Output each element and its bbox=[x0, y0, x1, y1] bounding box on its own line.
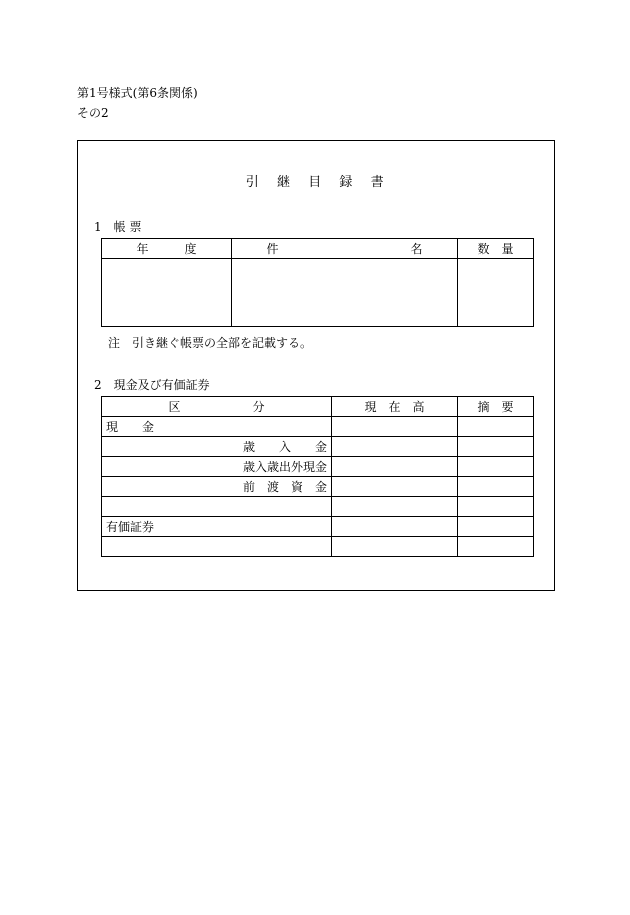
section2-heading: 2 現金及び有価証券 bbox=[94, 378, 210, 392]
column-header-year: 年 度 bbox=[102, 239, 232, 259]
ledger-table bbox=[101, 238, 534, 327]
sub-number: その2 bbox=[77, 106, 109, 120]
column-header-quantity: 数 量 bbox=[458, 239, 534, 259]
section1-note: 注 引き継ぐ帳票の全部を記載する。 bbox=[108, 336, 313, 350]
document-title: 引 継 目 録 書 bbox=[245, 175, 387, 190]
table-cell bbox=[102, 259, 232, 327]
form-number: 第1号様式(第6条関係) bbox=[77, 86, 198, 100]
row-label: 前 渡 資 金 bbox=[102, 477, 332, 497]
table-row bbox=[102, 477, 534, 497]
document-frame bbox=[77, 140, 555, 591]
table-row bbox=[102, 417, 534, 437]
section1-heading: 1 帳 票 bbox=[94, 220, 142, 234]
row-label bbox=[102, 537, 332, 557]
row-label bbox=[102, 497, 332, 517]
table-row bbox=[102, 457, 534, 477]
table-cell bbox=[458, 259, 534, 327]
row-label: 有価証券 bbox=[102, 517, 332, 537]
table-cell bbox=[232, 259, 458, 327]
column-header-current-amount: 現 在 高 bbox=[332, 397, 458, 417]
table-row bbox=[102, 437, 534, 457]
column-header-item-name: 件 名 bbox=[232, 239, 458, 259]
table-row bbox=[102, 497, 534, 517]
row-label: 歳 入 金 bbox=[102, 437, 332, 457]
row-label: 現 金 bbox=[102, 417, 332, 437]
cash-securities-table bbox=[101, 396, 534, 557]
table-row bbox=[102, 537, 534, 557]
row-label: 歳入歳出外現金 bbox=[102, 457, 332, 477]
table-row bbox=[102, 517, 534, 537]
column-header-category: 区 分 bbox=[102, 397, 332, 417]
table-row bbox=[102, 259, 534, 327]
column-header-remarks: 摘 要 bbox=[458, 397, 534, 417]
